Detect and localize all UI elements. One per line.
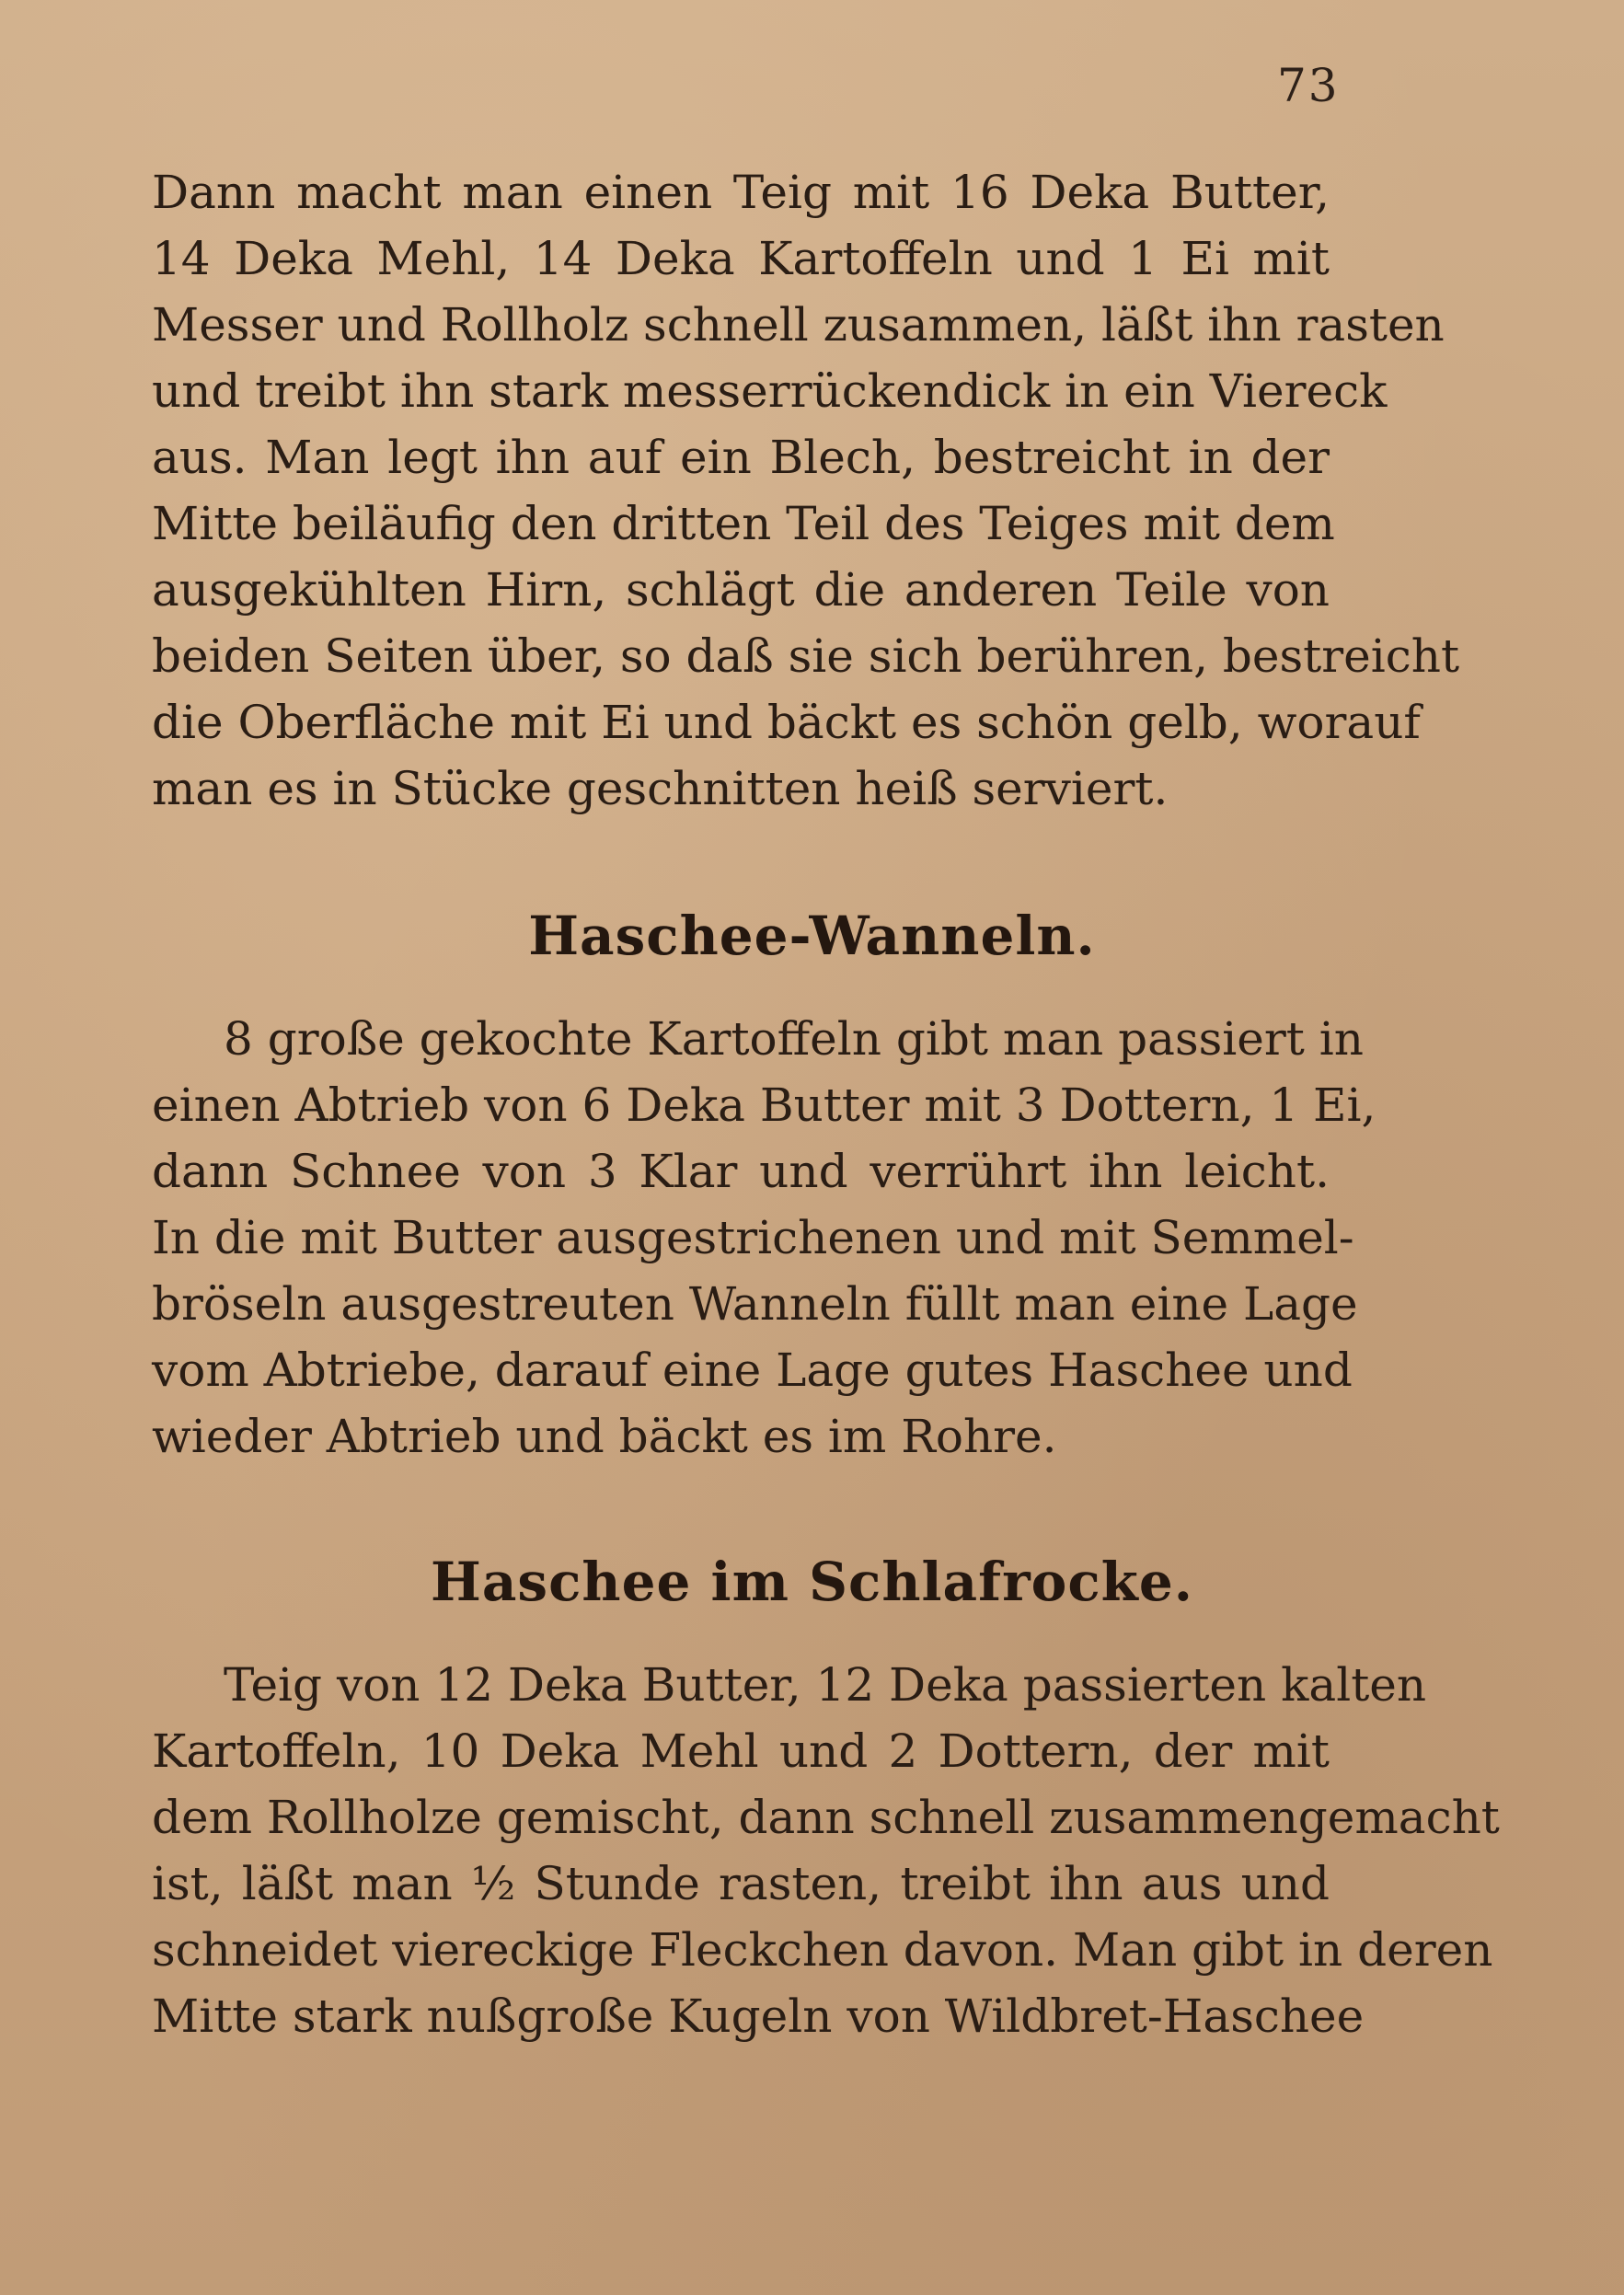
text-line: Mitte stark nußgroße Kugeln von Wildbret-Haschee (152, 1989, 1365, 2043)
text-line: 8 große gekochte Kartoffeln gibt man passiert in (224, 1012, 1364, 1066)
recipe-body-haschee-wanneln (152, 1006, 1376, 1470)
page-number: 73 (1277, 59, 1340, 112)
text-line: In die mit Butter ausgestrichenen und mit Semmel- (152, 1211, 1354, 1264)
text-line: beiden Seiten über, so daß sie sich berühren, bestreicht (152, 629, 1460, 683)
text-line: 14 Deka Mehl, 14 Deka Kartoffeln und 1 Ei mit (152, 232, 1330, 285)
text-line: wieder Abtrieb und bäckt es im Rohre. (152, 1410, 1057, 1463)
text-line: vom Abtriebe, darauf eine Lage gutes Haschee und (152, 1344, 1353, 1397)
text-line: man es in Stücke geschnitten heiß serviert. (152, 762, 1169, 815)
text-line: dem Rollholze gemischt, dann schnell zusammengemacht (152, 1791, 1500, 1844)
text-line: Teig von 12 Deka Butter, 12 Deka passierten kalten (224, 1658, 1427, 1712)
continued-paragraph (152, 159, 1460, 822)
recipe-title-haschee-wanneln: Haschee-Wanneln. (528, 905, 1096, 967)
text-line: ist, läßt man ½ Stunde rasten, treibt ihn aus und (152, 1857, 1330, 1910)
text-line: Kartoffeln, 10 Deka Mehl und 2 Dottern, der mit (152, 1724, 1330, 1778)
recipe-title-haschee-im-schlafrocke: Haschee im Schlafrocke. (431, 1551, 1193, 1613)
text-line: aus. Man legt ihn auf ein Blech, bestreicht in der (152, 431, 1330, 484)
text-line: schneidet viereckige Fleckchen davon. Man gibt in deren (152, 1923, 1493, 1977)
text-line: und treibt ihn stark messerrückendick in ein Viereck (152, 364, 1388, 418)
text-line: Mitte beiläufig den dritten Teil des Teiges mit dem (152, 497, 1335, 550)
recipe-body-haschee-im-schlafrocke (152, 1652, 1500, 2049)
text-line: ausgekühlten Hirn, schlägt die anderen Teile von (152, 563, 1330, 617)
text-line: die Oberfläche mit Ei und bäckt es schön gelb, worauf (152, 696, 1421, 749)
text-line: Messer und Rollholz schnell zusammen, läßt ihn rasten (152, 298, 1445, 352)
text-line: dann Schnee von 3 Klar und verrührt ihn leicht. (152, 1145, 1330, 1198)
text-line: Dann macht man einen Teig mit 16 Deka Butter, (152, 166, 1330, 219)
text-line: bröseln ausgestreuten Wanneln füllt man eine Lage (152, 1277, 1358, 1331)
text-line: einen Abtrieb von 6 Deka Butter mit 3 Dottern, 1 Ei, (152, 1078, 1376, 1132)
